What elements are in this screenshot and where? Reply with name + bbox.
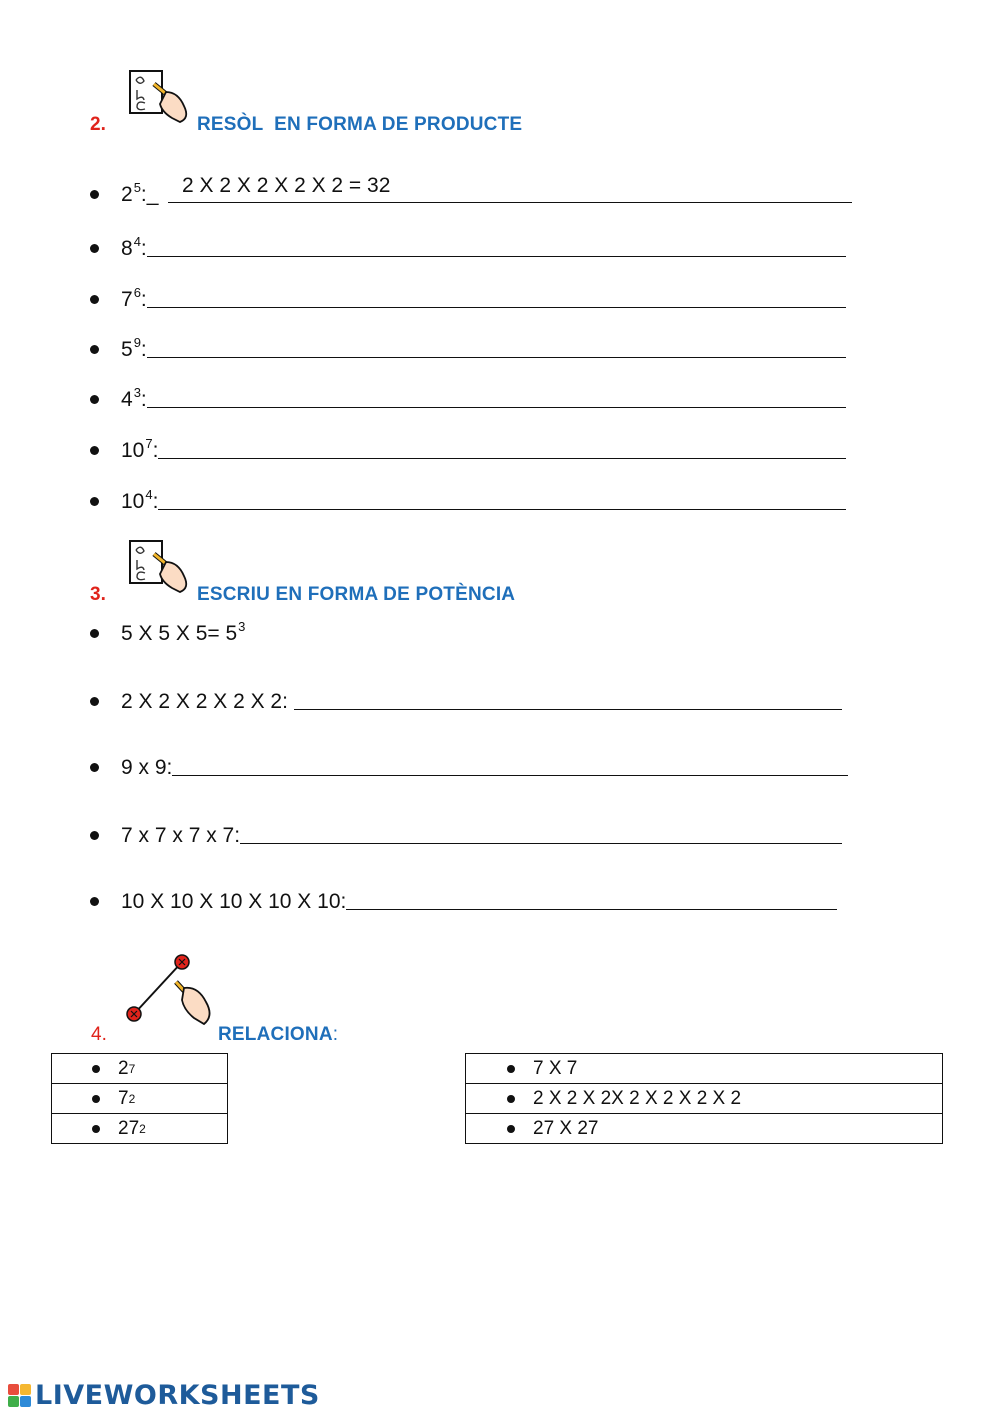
answer-line[interactable] bbox=[168, 202, 852, 203]
bullet bbox=[92, 1125, 100, 1133]
section-title bbox=[218, 1024, 338, 1046]
exercise-row[interactable] bbox=[90, 750, 848, 780]
bullet bbox=[507, 1065, 515, 1073]
powers-table bbox=[51, 1053, 228, 1144]
products-table bbox=[465, 1053, 943, 1144]
bullet bbox=[507, 1095, 515, 1103]
base: 7 bbox=[118, 1087, 129, 1109]
exercise-row[interactable] bbox=[90, 484, 846, 514]
exercise-label: 9 x 9: bbox=[121, 756, 173, 779]
base: 4 bbox=[121, 388, 133, 411]
base: 8 bbox=[121, 237, 133, 260]
base: 27 bbox=[118, 1117, 140, 1139]
bullet bbox=[90, 697, 99, 706]
exponent: 5 bbox=[133, 180, 141, 195]
base: 10 bbox=[121, 490, 145, 513]
answer-line[interactable] bbox=[147, 357, 846, 358]
exponent: 2 bbox=[128, 1091, 136, 1106]
brand-name: LIVEWORKSHEETS bbox=[35, 1380, 320, 1411]
exercise-row[interactable] bbox=[90, 684, 842, 714]
matching-icon bbox=[120, 948, 220, 1036]
suffix: : bbox=[152, 490, 159, 513]
bullet bbox=[90, 345, 99, 354]
bullet bbox=[92, 1095, 100, 1103]
base: 7 bbox=[121, 288, 133, 311]
product-text: 7 X 7 bbox=[533, 1057, 578, 1079]
exercise-row[interactable] bbox=[90, 382, 846, 412]
bullet bbox=[92, 1065, 100, 1073]
exercise-row[interactable] bbox=[90, 332, 846, 362]
base: 2 bbox=[121, 183, 133, 206]
answer-line[interactable] bbox=[147, 407, 846, 408]
exponent: 7 bbox=[145, 436, 153, 451]
bullet bbox=[90, 897, 99, 906]
suffix: : bbox=[140, 288, 147, 311]
exponent: 6 bbox=[133, 285, 141, 300]
exercise-row[interactable] bbox=[90, 282, 846, 312]
section-number: 3. bbox=[90, 584, 106, 605]
exercise-label: 10 X 10 X 10 X 10 X 10: bbox=[121, 890, 347, 913]
base: 2 bbox=[118, 1057, 129, 1079]
answer-line[interactable] bbox=[158, 458, 846, 459]
writing-hand-icon bbox=[126, 68, 192, 130]
bullet bbox=[507, 1125, 515, 1133]
exercise-row[interactable] bbox=[90, 884, 837, 914]
suffix: : bbox=[152, 439, 159, 462]
bullet bbox=[90, 295, 99, 304]
base: 10 bbox=[121, 439, 145, 462]
exercise-row[interactable] bbox=[90, 231, 846, 261]
exponent: 4 bbox=[133, 234, 141, 249]
table-row[interactable] bbox=[52, 1054, 228, 1084]
table-row[interactable] bbox=[52, 1084, 228, 1114]
section-number: 2. bbox=[90, 114, 106, 135]
example-text: 5 X 5 X 5= 5 bbox=[121, 622, 238, 645]
exponent: 2 bbox=[139, 1121, 146, 1136]
answer-line[interactable] bbox=[294, 709, 842, 710]
bullet bbox=[90, 446, 99, 455]
liveworksheets-logo bbox=[8, 1380, 320, 1411]
exercise-label: 7 x 7 x 7 x 7: bbox=[121, 824, 241, 847]
exponent: 9 bbox=[133, 335, 141, 350]
table-row[interactable] bbox=[466, 1114, 943, 1144]
bullet bbox=[90, 629, 99, 638]
product-text: 27 X 27 bbox=[533, 1117, 599, 1139]
exponent: 3 bbox=[238, 619, 246, 634]
exponent: 3 bbox=[133, 385, 141, 400]
bullet bbox=[90, 395, 99, 404]
bullet bbox=[90, 763, 99, 772]
answer-line[interactable] bbox=[240, 843, 842, 844]
section-title: ESCRIU EN FORMA DE POTÈNCIA bbox=[197, 584, 516, 605]
section-title-text: RELACIONA bbox=[218, 1024, 333, 1045]
example-row bbox=[90, 616, 390, 646]
section-title: RESÒL EN FORMA DE PRODUCTE bbox=[197, 114, 523, 135]
product-text: 2 X 2 X 2X 2 X 2 X 2 X 2 bbox=[533, 1087, 742, 1109]
bullet bbox=[90, 831, 99, 840]
suffix: :_ bbox=[140, 183, 159, 206]
exercise-row[interactable] bbox=[90, 433, 846, 463]
base: 5 bbox=[121, 338, 133, 361]
exercise-row[interactable] bbox=[90, 818, 842, 848]
answer-line[interactable] bbox=[158, 509, 846, 510]
bullet bbox=[90, 497, 99, 506]
answer-line[interactable] bbox=[172, 775, 848, 776]
writing-hand-icon bbox=[126, 538, 192, 600]
table-row[interactable] bbox=[466, 1054, 943, 1084]
answer-line[interactable] bbox=[346, 909, 837, 910]
suffix: : bbox=[140, 237, 147, 260]
suffix: : bbox=[140, 338, 147, 361]
bullet bbox=[90, 244, 99, 253]
answer-line[interactable] bbox=[147, 256, 846, 257]
table-row[interactable] bbox=[466, 1084, 943, 1114]
section-title-colon: : bbox=[332, 1024, 339, 1045]
example-answer: 2 X 2 X 2 X 2 X 2 = 32 bbox=[182, 174, 391, 197]
answer-line[interactable] bbox=[147, 307, 846, 308]
exercise-label: 2 X 2 X 2 X 2 X 2: bbox=[121, 690, 294, 713]
section-number: 4. bbox=[91, 1024, 107, 1045]
exponent: 7 bbox=[128, 1061, 136, 1076]
logo-mark-icon bbox=[8, 1384, 31, 1407]
exponent: 4 bbox=[145, 487, 153, 502]
bullet bbox=[90, 190, 99, 199]
table-row[interactable] bbox=[52, 1114, 228, 1144]
suffix: : bbox=[140, 388, 147, 411]
